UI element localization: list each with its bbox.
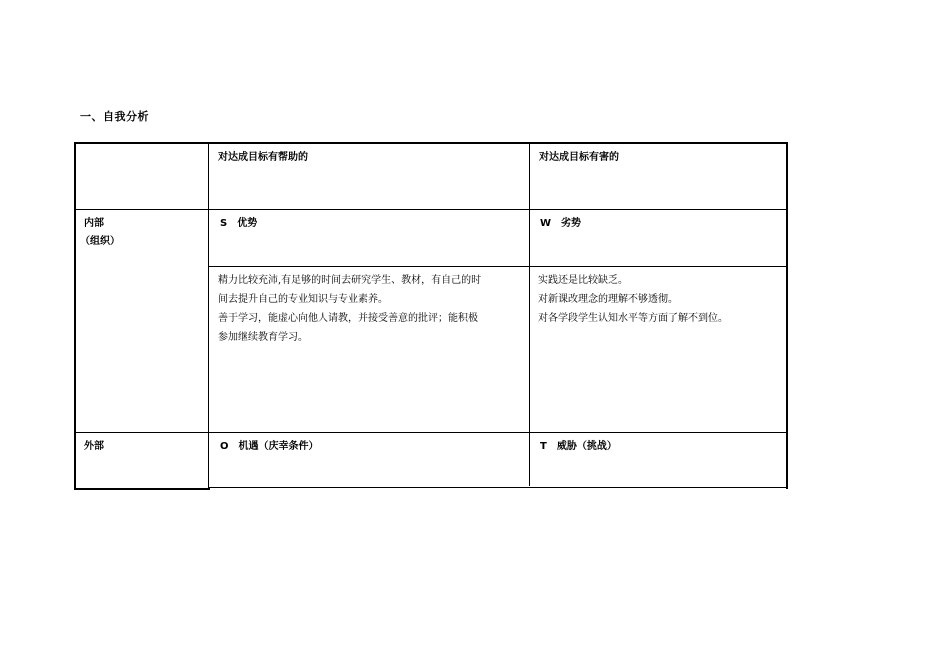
table-border-bottom-right <box>208 487 788 488</box>
swot-table <box>74 142 788 490</box>
table-border-right <box>786 142 788 489</box>
strength-line: 间去提升自己的专业知识与专业素养。 <box>218 294 388 305</box>
weakness-line: 实践还是比较缺乏。 <box>538 275 628 286</box>
section-title: 一、自我分析 <box>80 110 149 123</box>
header-helpful: 对达成目标有帮助的 <box>218 152 308 163</box>
col-divider-2 <box>529 142 530 486</box>
weakness-label: W 劣势 <box>540 218 582 229</box>
table-border-bottom-left <box>74 488 210 490</box>
external-label: 外部 <box>84 441 104 452</box>
weakness-text <box>538 271 782 328</box>
internal-label: 内部 <box>84 218 104 229</box>
row-divider-internal <box>74 432 788 433</box>
row-divider-sw-label <box>208 266 788 267</box>
strength-label: S 优势 <box>220 218 258 229</box>
table-border-top <box>74 142 788 144</box>
table-border-left <box>74 142 76 490</box>
row-divider-header <box>74 209 788 210</box>
strength-line: 善于学习，能虚心向他人请教，并接受善意的批评；能积极 <box>218 313 478 324</box>
opportunity-label: O 机遇（庆幸条件） <box>220 441 319 452</box>
internal-sub-label: （组织） <box>80 236 120 247</box>
col-divider-1 <box>208 142 209 490</box>
weakness-line: 对各学段学生认知水平等方面了解不到位。 <box>538 313 728 324</box>
weakness-line: 对新课改理念的理解不够透彻。 <box>538 294 678 305</box>
strength-text <box>218 271 524 347</box>
strength-line: 精力比较充沛,有足够的时间去研究学生、教材，有自己的时 <box>218 275 482 286</box>
strength-line: 参加继续教育学习。 <box>218 332 308 343</box>
header-harmful: 对达成目标有害的 <box>539 152 619 163</box>
threat-label: T 威胁（挑战） <box>540 441 617 452</box>
